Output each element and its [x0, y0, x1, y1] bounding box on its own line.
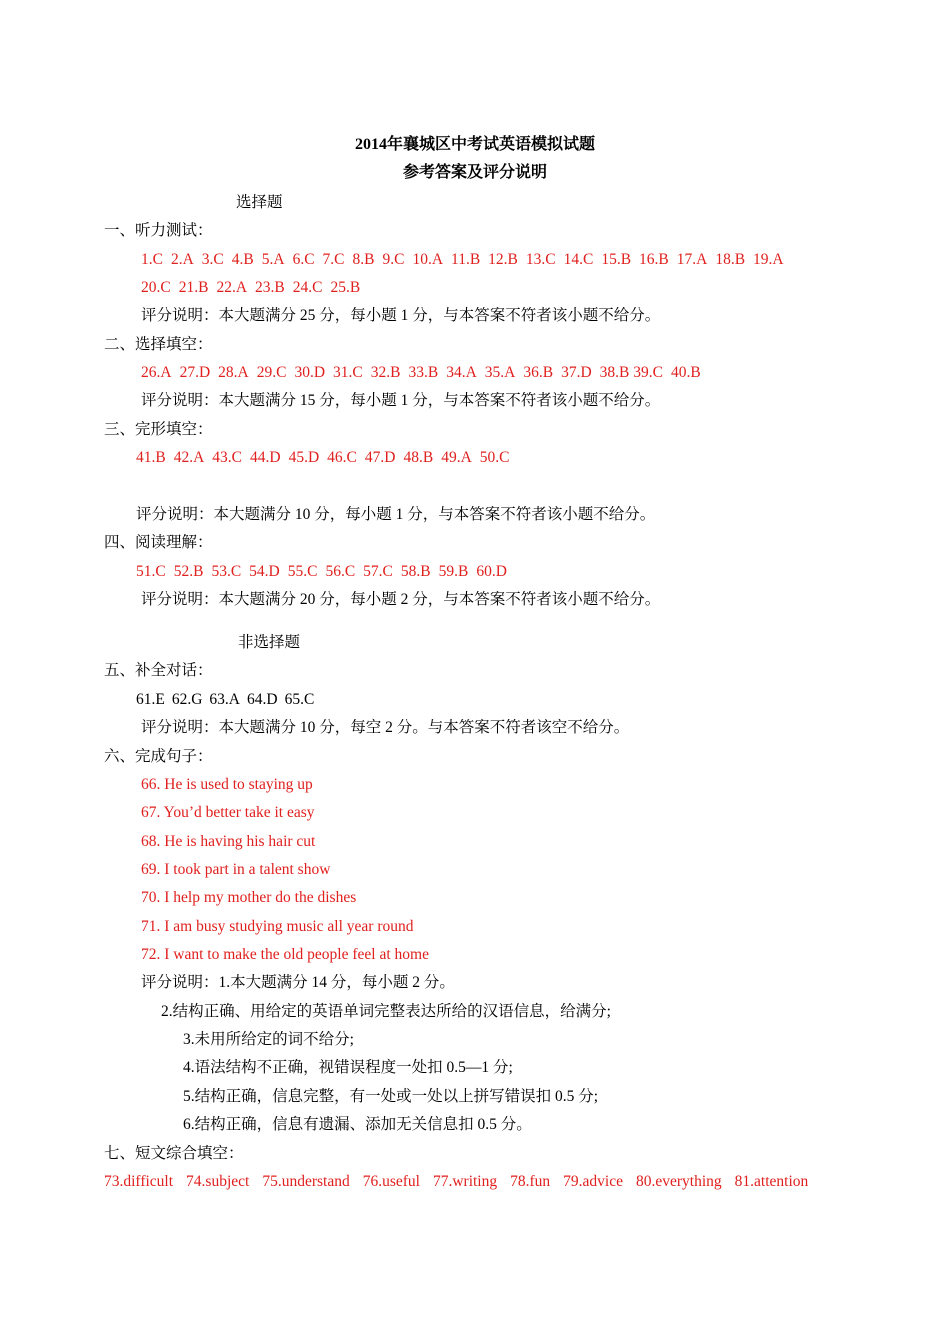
answer: 81.attention [734, 1173, 809, 1190]
answer: 13.C [525, 251, 556, 268]
answer: 49.A [441, 449, 472, 466]
section-7-heading: 七、短文综合填空： [104, 1145, 244, 1162]
sentence-70: 70. I help my mother do the dishes [141, 889, 357, 906]
part-nonchoice-heading: 非选择题 [238, 634, 301, 651]
answer: 60.D [476, 563, 507, 580]
answer: 75.understand [262, 1173, 350, 1190]
answer: 1.C [141, 251, 163, 268]
answer: 25.B [330, 279, 361, 296]
answer: 11.B [451, 251, 481, 268]
section-2-note: 评分说明：本大题满分 15 分，每小题 1 分，与本答案不符者该小题不给分。 [141, 392, 661, 409]
answer: 54.D [249, 563, 280, 580]
answer: 40.B [670, 364, 701, 381]
sentence-72: 72. I want to make the old people feel at home [141, 946, 429, 963]
answer: 6.C [292, 251, 315, 268]
section-4-answers [136, 562, 515, 582]
answer: 34.A [446, 364, 477, 381]
answer: 47.D [364, 449, 396, 466]
answer: 4.B [231, 251, 254, 268]
answer: 18.B [715, 251, 746, 268]
answer: 37.D [561, 364, 592, 381]
sentence-66: 66. He is used to staying up [141, 776, 313, 793]
answer: 57.C [363, 563, 393, 580]
sentence-69: 69. I took part in a talent show [141, 861, 331, 878]
answer: 55.C [287, 563, 318, 580]
answer: 79.advice [563, 1173, 623, 1190]
answer: 45.D [288, 449, 320, 466]
answer: 77.writing [432, 1173, 498, 1190]
answer: 43.C [212, 449, 243, 466]
answer: 10.A [412, 251, 444, 268]
answer: 63.A [209, 691, 240, 708]
answer: 74.subject [186, 1173, 250, 1190]
answer: 5.A [261, 251, 285, 268]
section-4-heading: 四、阅读理解： [104, 534, 213, 551]
answer: 29.C [256, 364, 287, 381]
document-subtitle: 参考答案及评分说明 [402, 164, 547, 181]
answer: 30.D [294, 364, 326, 381]
answer: 52.B [173, 563, 204, 580]
section-3-answers [136, 448, 517, 468]
answer: 22.A [216, 279, 248, 296]
answer: 16.B [639, 251, 669, 268]
section-3-note: 评分说明：本大题满分 10 分，每小题 1 分，与本答案不符者该小题不给分。 [136, 506, 656, 523]
section-6-note-4: 4.语法结构不正确，视错误程度一处扣 0.5—1 分; [183, 1059, 513, 1076]
answer: 58.B [400, 563, 431, 580]
answer: 41.B [136, 449, 166, 466]
section-2-answers [141, 363, 709, 383]
answer: 15.B [601, 251, 632, 268]
answer: 19.A [753, 251, 784, 268]
answer: 2.A [170, 251, 194, 268]
answer: 35.A [484, 364, 516, 381]
answer: 20.C [141, 279, 171, 296]
answer: 28.A [218, 364, 249, 381]
answer: 27.D [179, 364, 211, 381]
answer: 50.C [479, 449, 510, 466]
answer: 14.C [563, 251, 594, 268]
section-5-note: 评分说明：本大题满分 10 分，每空 2 分。与本答案不符者该空不给分。 [141, 719, 630, 736]
section-6-note-5: 5.结构正确，信息完整，有一处或一处以上拼写错误扣 0.5 分; [183, 1088, 599, 1105]
document-title: 2014年襄城区中考试英语模拟试题 [354, 136, 595, 153]
answer: 23.B [255, 279, 285, 296]
answer: 36.B [523, 364, 554, 381]
answer: 73.difficult [104, 1173, 174, 1190]
answer: 31.C [333, 364, 363, 381]
answer: 17.A [676, 251, 708, 268]
part-choice-heading: 选择题 [236, 194, 283, 211]
sentence-67: 67. You’d better take it easy [141, 804, 315, 821]
answer: 61.E [136, 691, 165, 708]
answer: 7.C [322, 251, 345, 268]
answer: 56.C [325, 563, 356, 580]
answer: 53.C [211, 563, 242, 580]
section-1-note: 评分说明：本大题满分 25 分，每小题 1 分，与本答案不符者该小题不给分。 [141, 307, 661, 324]
section-2-heading: 二、选择填空： [104, 336, 213, 353]
section-1-heading: 一、听力测试： [104, 222, 213, 239]
section-6-note-1: 评分说明：1.本大题满分 14 分，每小题 2 分。 [141, 974, 455, 991]
sentence-71: 71. I am busy studying music all year round [141, 918, 414, 935]
answer: 12.B [488, 251, 518, 268]
answer: 48.B [403, 449, 434, 466]
section-6-note-6: 6.结构正确，信息有遗漏、添加无关信息扣 0.5 分。 [183, 1116, 532, 1133]
section-6-heading: 六、完成句子： [104, 748, 213, 765]
sentence-68: 68. He is having his hair cut [141, 833, 316, 850]
answer: 24.C [292, 279, 323, 296]
answer: 46.C [327, 449, 357, 466]
answer: 44.D [250, 449, 281, 466]
answer: 62.G [171, 691, 203, 708]
section-4-note: 评分说明：本大题满分 20 分，每小题 2 分，与本答案不符者该小题不给分。 [141, 591, 661, 608]
answer: 32.B [370, 364, 401, 381]
answer: 76.useful [362, 1173, 420, 1190]
section-1-answers-row2 [141, 278, 368, 298]
section-3-heading: 三、完形填空： [104, 421, 213, 438]
section-5-answers [136, 690, 321, 710]
answer: 80.everything [636, 1173, 722, 1190]
answer: 64.D [247, 691, 278, 708]
section-6-note-2: 2.结构正确、用给定的英语单词完整表达所给的汉语信息，给满分; [161, 1003, 611, 1020]
answer: 26.A [141, 364, 172, 381]
answer: 33.B [408, 364, 439, 381]
answer: 9.C [382, 251, 405, 268]
answer: 38.B 39.C [599, 364, 663, 381]
answer: 21.B [178, 279, 209, 296]
answer: 78.fun [510, 1173, 551, 1190]
section-1-answers-row1 [141, 250, 784, 270]
answer: 42.A [173, 449, 205, 466]
answer: 65.C [284, 691, 315, 708]
answer: 51.C [136, 563, 166, 580]
section-6-note-3: 3.未用所给定的词不给分; [183, 1031, 354, 1048]
answer: 59.B [438, 563, 469, 580]
section-5-heading: 五、补全对话： [104, 662, 213, 679]
section-7-answers [104, 1172, 808, 1192]
answer: 8.B [352, 251, 375, 268]
answer: 3.C [201, 251, 224, 268]
